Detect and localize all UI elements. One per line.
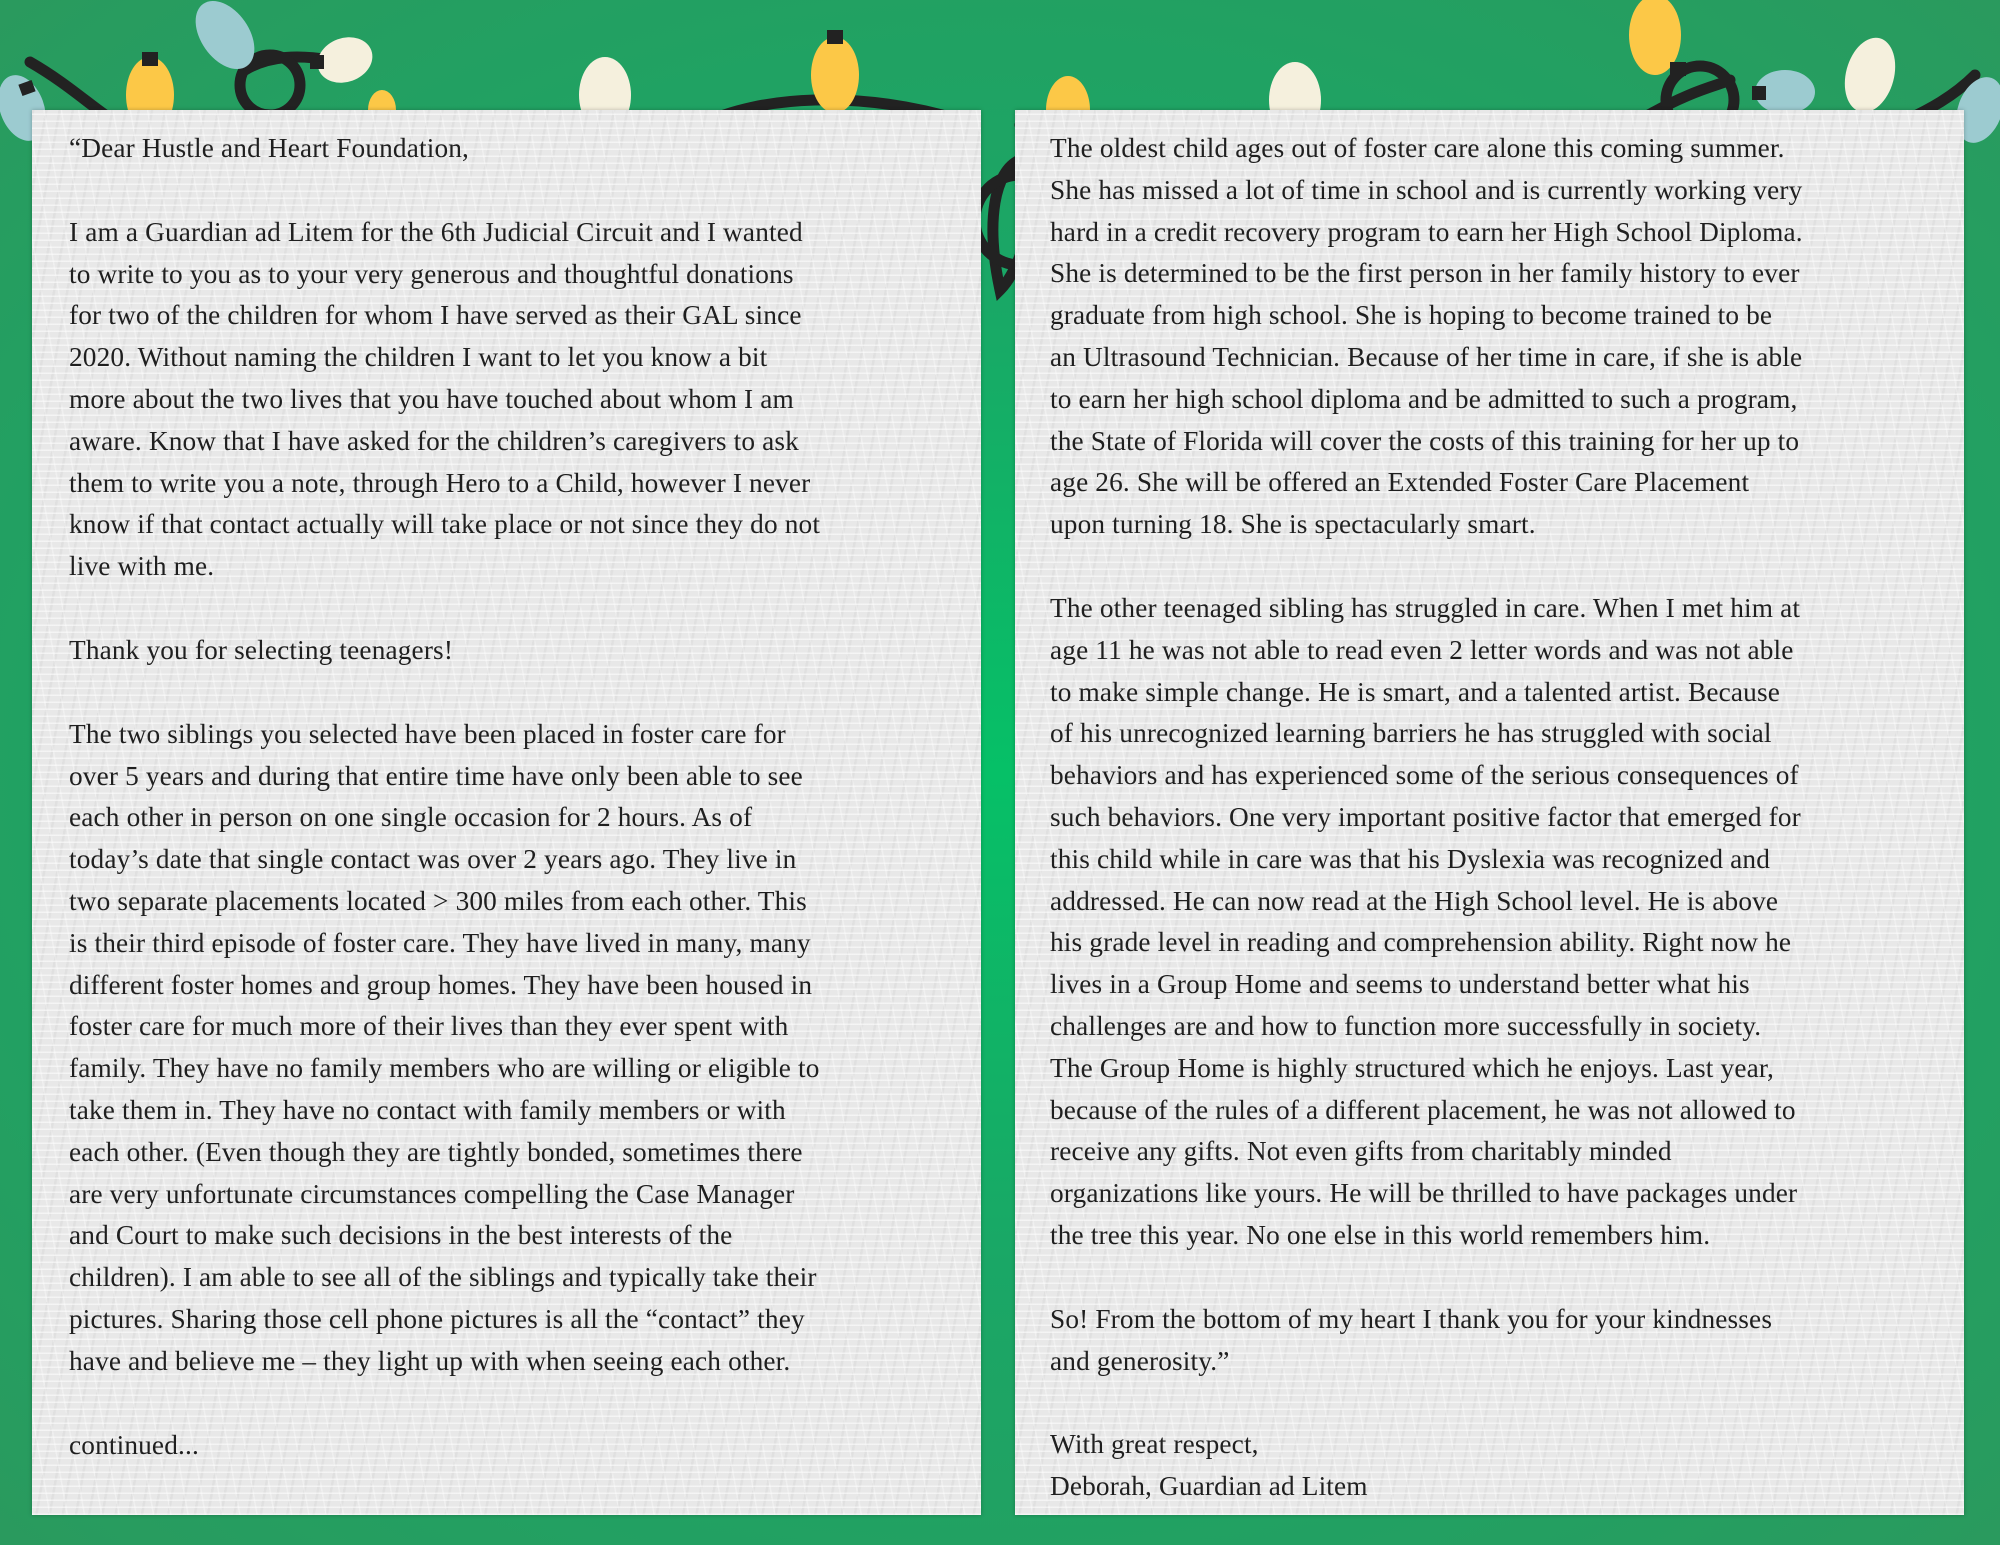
letter-paragraph: Thank you for selecting teenagers! [69,634,454,665]
bulb-icon [310,30,379,90]
letter-paragraph: The oldest child ages out of foster care alone this coming summer. She has missed a lot of time in school and is currently working very hard in a credit recovery program to earn her High School Diploma. She is determined to be the first person in her family history to ever graduate from high school. She is hoping to become trained to be an Ultrasound Technician. Because of her time in care, if she is able to earn her high school diploma and be admitted to such a program, the State of Florida will cover the costs of this training for her up to age 26. She will be offered an Extended Foster Care Placement upon turning 18. She is spectacularly smart. [1050,133,1803,540]
letter-page-left [32,110,981,1515]
bulb-icon [1837,32,1903,118]
letter-paragraph: So! From the bottom of my heart I thank you for your kindnesses and generosity.” [1050,1303,1773,1376]
letter-paragraph: I am a Guardian ad Litem for the 6th Judicial Circuit and I wanted to write to you as to your very generous and thoughtful donations for two of the children for whom I have served as their GAL since 2020. Without naming the children I want to let you know a bit more about the two lives that you have touched about whom I am aware. Know that I have asked for the children’s caregivers to ask them to write you a note, through Hero to a Child, however I never know if that contact actually will take place or not since they do not live with me. [69,216,821,582]
letter-salutation: “Dear Hustle and Heart Foundation, [69,133,470,163]
letter-paragraph: The other teenaged sibling has struggled in care. When I met him at age 11 he was not able to read even 2 letter words and was not able to make simple change. He is smart, and a talented artist. Because of his unrecognized learning barriers he has struggled with social behaviors and has experienced some of the serious consequences of such behaviors. One very important positive factor that emerged for this child while in care was that his Dyslexia was recognized and addressed. He can now read at the High School level. He is above his grade level in reading and comprehension ability. Right now he lives in a Group Home and seems to understand better what his challenges are and how to function more successfully in society. The Group Home is highly structured which he enjoys. Last year, because of the rules of a different placement, he was not allowed to receive any gifts. Not even gifts from charitably minded organizations like yours. He will be thrilled to have packages under the tree this year. No one else in this world remembers him. [1050,592,1801,1250]
letter-closing: With great respect, [1050,1429,1259,1460]
bulb-icon [1752,70,1815,114]
bulb-icon [811,30,859,113]
letter-signature: Deborah, Guardian ad Litem [1050,1471,1368,1502]
letter-paragraph: The two siblings you selected have been placed in foster care for over 5 years and during that entire time have only been able to see each other in person on one single occasion for 2 hours. As of today’s date that single contact was over 2 years ago. They live in two separate placements located > 300 miles from each other. This is their third episode of foster care. They have lived in many, many different foster homes and group homes. They have been housed in foster care for much more of their lives than they ever spent with family. They have no family members who are willing or eligible to take them in. They have no contact with family members or with each other. (Even though they are tightly bonded, sometimes there are very unfortunate circumstances compelling the Case Manager and Court to make such decisions in the best interests of the children). I am able to see all of the siblings and typically take their pictures. Sharing those cell phone pictures is all the “contact” they have and believe me – they light up with when seeing each other. [69,718,820,1376]
continued-note: continued... [69,1429,199,1460]
bulb-icon [1629,0,1686,76]
letter-page-right [1015,110,1964,1515]
